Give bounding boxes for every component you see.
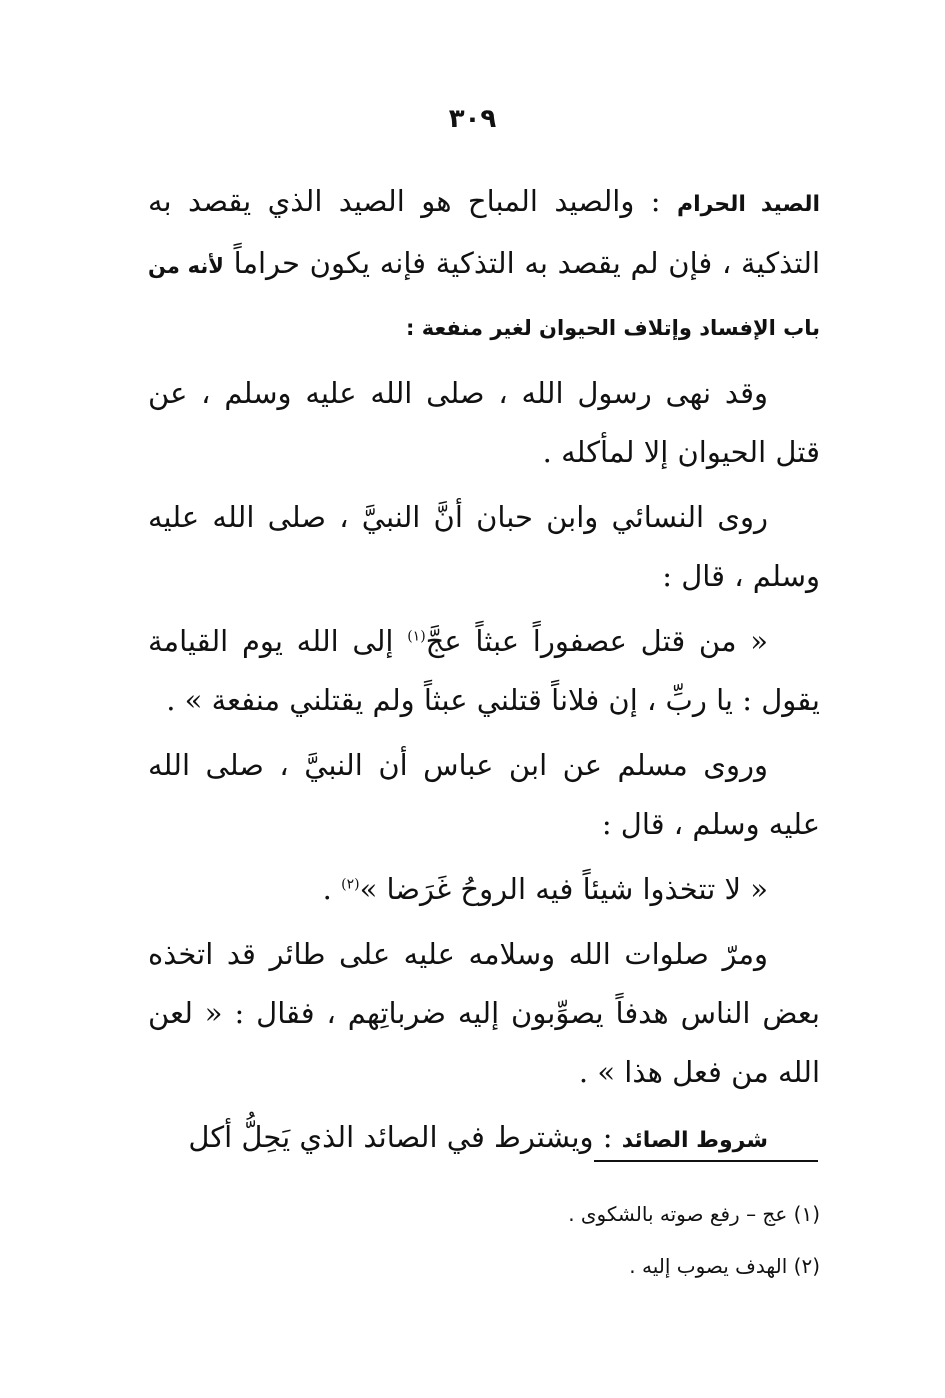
hadith-text-continued: إلى الله يوم القيامة يقول : يا ربِّ ، إن فلاناً قتلني عبثاً ولم يقتلني منفعة » . — [148, 624, 820, 717]
hadith-text: « من قتل عصفوراً عبثاً عجَّ — [425, 624, 768, 658]
footnote-2: (٢) الهدف يصوب إليه . — [629, 1254, 820, 1278]
hadith-text-continued: . — [322, 872, 342, 906]
paragraph-text: : والصيد المباح هو الصيد الذي يقصد به التذكية ، فإن لم يقصد به التذكية فإنه يكون حراماً — [148, 184, 820, 280]
paragraph-bold-clause: لأنه من باب الإفساد وإتلاف الحيوان لغير منفعة : — [148, 254, 820, 340]
page-number: ٣٠٩ — [448, 104, 497, 134]
footnote-1: (١) عج – رفع صوته بالشكوى . — [568, 1202, 820, 1226]
footnote-divider — [594, 1160, 818, 1162]
footnotes — [300, 1188, 820, 1292]
paragraph-bird-incident: ومرّ صلوات الله وسلامه عليه على طائر قد اتخذه بعض الناس هدفاً يصوِّبون إليه ضرباتِهم ، فقال : « لعن الله من فعل هذا » . — [148, 937, 820, 1089]
section-heading-forbidden-hunting: الصيد الحرام — [676, 192, 820, 217]
paragraph-nasai-narration: روى النسائي وابن حبان أنَّ النبيَّ ، صلى الله عليه وسلم ، قال : — [148, 500, 820, 593]
section-heading-hunter-conditions: شروط الصائد — [621, 1128, 768, 1153]
footnote-ref-1: (١) — [407, 628, 426, 645]
paragraph-prohibition: وقد نهى رسول الله ، صلى الله عليه وسلم ، عن قتل الحيوان إلا لمأكله . — [148, 376, 820, 469]
footnote-ref-2: (٢) — [341, 876, 360, 893]
paragraph-target-hadith — [148, 860, 820, 919]
paragraph-sparrow-hadith — [148, 612, 820, 730]
hadith-text: « لا تتخذوا شيئاً فيه الروحُ غَرَضا » — [359, 872, 768, 906]
main-text — [148, 172, 820, 1176]
paragraph-forbidden-hunting — [148, 172, 820, 358]
paragraph-muslim-narration: وروى مسلم عن ابن عباس أن النبيَّ ، صلى الله عليه وسلم ، قال : — [148, 748, 820, 841]
paragraph-text: : ويشترط في الصائد الذي يَحِلُّ أكل — [188, 1120, 622, 1154]
